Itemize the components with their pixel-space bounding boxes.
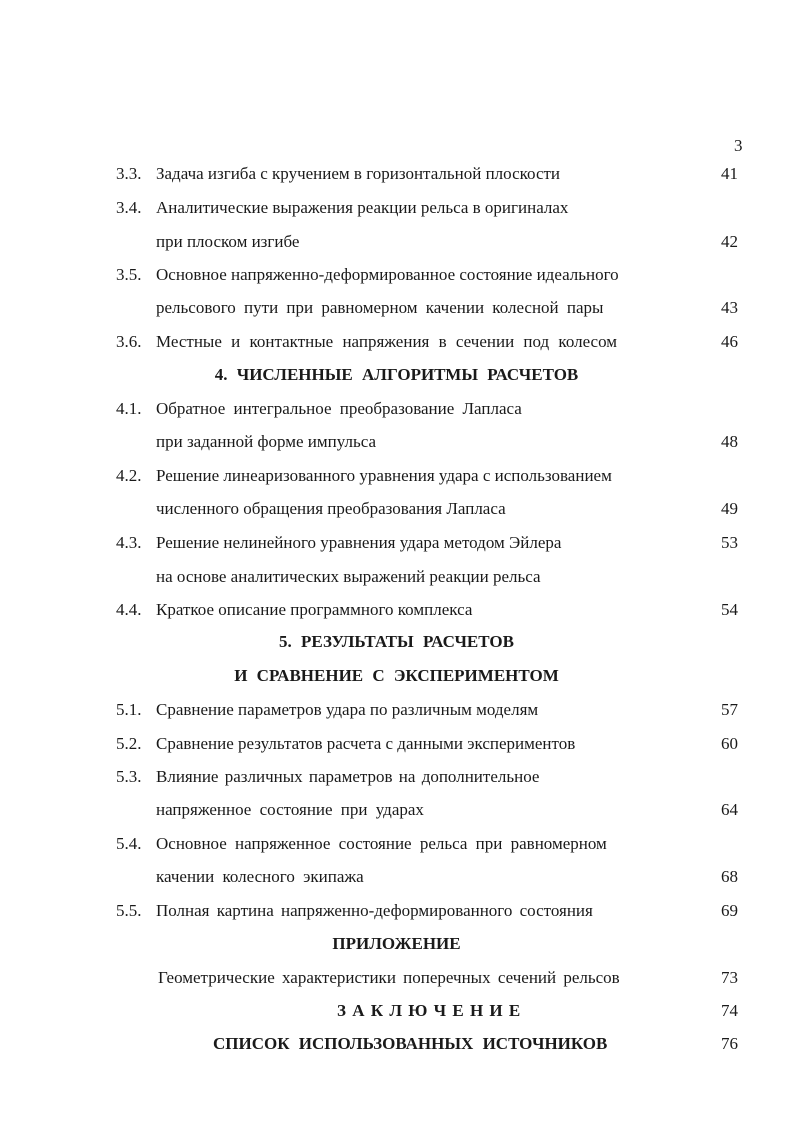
toc-entry-title: Решение нелинейного уравнения удара методом Эйлера <box>156 533 562 552</box>
toc-entry-page: 48 <box>721 432 738 451</box>
toc-entry-number: 5.1. <box>116 700 142 719</box>
toc-entry-title: рельсового пути при равномерном качении колесной пары <box>156 298 604 317</box>
toc-entry-title: Обратное интегральное преобразование Лапласа <box>156 399 522 418</box>
section-heading: И СРАВНЕНИЕ С ЭКСПЕРИМЕНТОМ <box>234 666 559 685</box>
toc-entry-title: Влияние различных параметров на дополнительное <box>156 767 540 786</box>
toc-entry-title: при плоском изгибе <box>156 232 300 251</box>
toc-entry-title: на основе аналитических выражений реакции рельса <box>156 567 541 586</box>
toc-entry-title: Местные и контактные напряжения в сечении под колесом <box>156 332 618 351</box>
toc-entry-page: 53 <box>721 533 738 552</box>
toc-entry-page: 54 <box>721 600 738 619</box>
toc-entry-number: 5.5. <box>116 901 142 920</box>
toc-entry-page: 69 <box>721 901 738 920</box>
toc-entry-title: Полная картина напряженно-деформированного состояния <box>156 901 593 920</box>
page-number: 3 <box>734 136 743 155</box>
toc-entry-number: 4.4. <box>116 600 142 619</box>
toc-entry-number: 5.4. <box>116 834 142 853</box>
toc-entry-number: 4.2. <box>116 466 142 485</box>
toc-entry-page: 60 <box>721 734 738 753</box>
toc-entry-page: 49 <box>721 499 738 518</box>
toc-entry-number: 5.2. <box>116 734 142 753</box>
toc-entry-title: Геометрические характеристики поперечных сечений рельсов <box>158 968 620 987</box>
toc-entry-number: 3.3. <box>116 164 142 183</box>
toc-entry-page: 41 <box>721 164 738 183</box>
toc-entry-page: 57 <box>721 700 738 719</box>
section-heading: 5. РЕЗУЛЬТАТЫ РАСЧЕТОВ <box>279 632 514 651</box>
toc-entry-page: 43 <box>721 298 738 317</box>
toc-entry-title: при заданной форме импульса <box>156 432 376 451</box>
toc-entry-number: 3.6. <box>116 332 142 351</box>
toc-entry-page: 64 <box>721 800 738 819</box>
references-heading: СПИСОК ИСПОЛЬЗОВАННЫХ ИСТОЧНИКОВ <box>213 1034 608 1053</box>
toc-entry-title: Основное напряженно-деформированное состояние идеального <box>156 265 619 284</box>
section-heading: ПРИЛОЖЕНИЕ <box>332 934 461 953</box>
toc-entry-page: 68 <box>721 867 738 886</box>
toc-entry-number: 4.1. <box>116 399 142 418</box>
conclusion-heading: З А К Л Ю Ч Е Н И Е <box>337 1001 521 1020</box>
toc-entry-number: 3.4. <box>116 198 142 217</box>
toc-entry-title: Основное напряженное состояние рельса при равномерном <box>156 834 607 853</box>
toc-entry-number: 5.3. <box>116 767 142 786</box>
toc-entry-title: Краткое описание программного комплекса <box>156 600 473 619</box>
toc-entry-title: Сравнение результатов расчета с данными экспериментов <box>156 734 576 753</box>
toc-entry-title: напряженное состояние при ударах <box>156 800 424 819</box>
toc-entry-page: 42 <box>721 232 738 251</box>
toc-entry-title: качении колесного экипажа <box>156 867 364 886</box>
toc-entry-title: численного обращения преобразования Лапласа <box>156 499 506 518</box>
toc-entry-title: Сравнение параметров удара по различным моделям <box>156 700 539 719</box>
section-heading: 4. ЧИСЛЕННЫЕ АЛГОРИТМЫ РАСЧЕТОВ <box>214 365 579 384</box>
toc-entry-title: Аналитические выражения реакции рельса в оригиналах <box>156 198 569 217</box>
toc-entry-number: 4.3. <box>116 533 142 552</box>
toc-entry-title: Задача изгиба с кручением в горизонтальной плоскости <box>156 164 561 183</box>
toc-entry-page: 46 <box>721 332 738 351</box>
toc-entry-page: 73 <box>721 968 738 987</box>
toc-entry-number: 3.5. <box>116 265 142 284</box>
toc-entry-title: Решение линеаризованного уравнения удара с использованием <box>156 466 612 485</box>
toc-entry-page: 74 <box>721 1001 738 1020</box>
toc-entry-page: 76 <box>721 1034 738 1053</box>
